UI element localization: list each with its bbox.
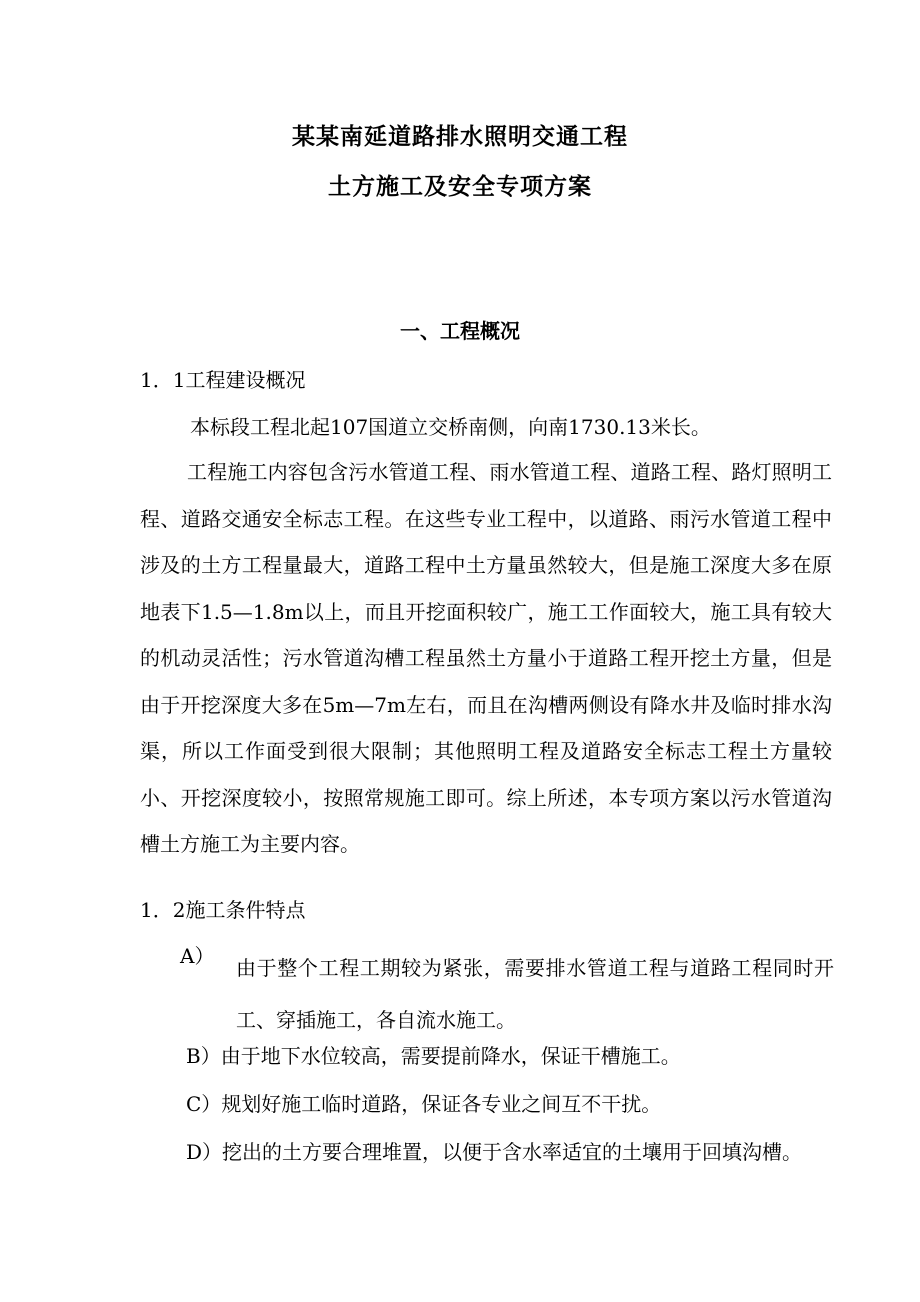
list-item-text: 由于整个工程工期较为紧张，需要排水管道工程与道路工程同时开工、穿插施工，各自流水施工。 bbox=[236, 956, 834, 1032]
subsection-heading-1-2: 1．2施工条件特点 bbox=[140, 898, 306, 922]
document-title: 某某南延道路排水照明交通工程 bbox=[292, 124, 628, 150]
list-item bbox=[186, 1138, 802, 1166]
paragraph-1: 本标段工程北起107国道立交桥南侧，向南1730.13米长。 bbox=[190, 415, 711, 439]
section-heading: 一、工程概况 bbox=[400, 319, 520, 343]
list-item-label: A） bbox=[180, 944, 215, 968]
list-item bbox=[186, 1090, 661, 1118]
list-item-label: B） bbox=[186, 1044, 221, 1068]
list-item-text: 挖出的土方要合理堆置，以便于含水率适宜的土壤用于回填沟槽。 bbox=[222, 1140, 803, 1164]
list-item-text: 规划好施工临时道路，保证各专业之间互不干扰。 bbox=[221, 1092, 662, 1116]
list-item-label: D） bbox=[186, 1140, 223, 1164]
subsection-heading-1-1: 1．1工程建设概况 bbox=[140, 368, 306, 392]
list-item-label: C） bbox=[186, 1092, 222, 1116]
paragraph-2: 工程施工内容包含污水管道工程、雨水管道工程、道路工程、路灯照明工程、道路交通安全标志工程。在这些专业工程中，以道路、雨污水管道工程中涉及的土方工程量最大，道路工程中土方量虽然较大，但是施工深度大多在原地表下1.5—1.8m以上，而且开挖面积较广，施工工作面较大，施工具有较大的机动灵活性；污水管道沟槽工程虽然土方量小于道路工程开挖土方量，但是由于开挖深度大多在5m—7m左右，而且在沟槽两侧设有降水井及临时排水沟渠，所以工作面受到很大限制；其他照明工程及道路安全标志工程土方量较小、开挖深度较小，按照常规施工即可。综上所述，本专项方案以污水管道沟槽土方施工为主要内容。 bbox=[140, 460, 832, 856]
document-subtitle: 土方施工及安全专项方案 bbox=[328, 174, 592, 200]
list-item bbox=[186, 1042, 681, 1070]
list-item-text: 由于地下水位较高，需要提前降水，保证干槽施工。 bbox=[220, 1044, 681, 1068]
